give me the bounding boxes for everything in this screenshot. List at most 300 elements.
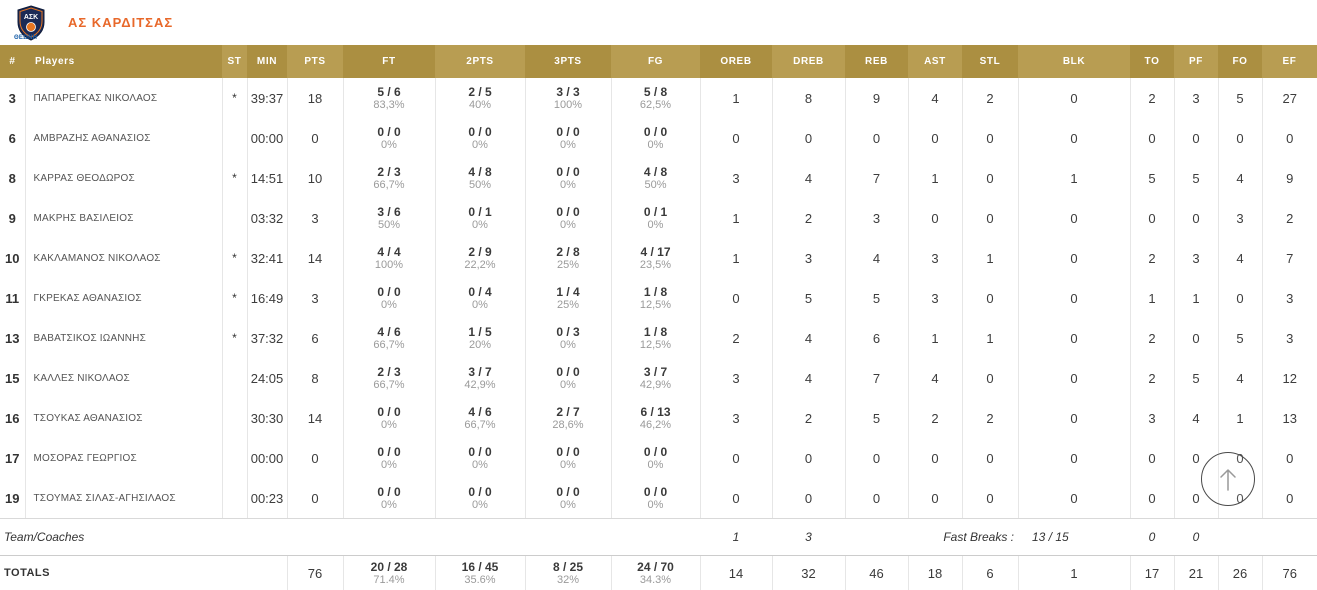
ef-cell: 3 [1262,318,1317,358]
player-number: 13 [5,330,20,346]
reb-cell: 7 [845,158,908,198]
arrow-up-icon [1217,466,1239,492]
oreb-cell: 3 [700,398,772,438]
dreb-cell: 4 [772,358,845,398]
3pts-cell [525,398,611,438]
2pts-cell-made-attempted: 0 / 4 [468,284,492,299]
player-name: ΒΑΒΑΤΣΙΚΟΣ ΙΩΑΝΝΗΣ [25,318,222,358]
blk-cell: 0 [1018,238,1130,278]
ast-cell: 1 [908,158,962,198]
player-number: 9 [8,210,16,226]
stl-cell: 0 [962,478,1018,519]
totals-2pts-cell-made-attempted: 16 / 45 [461,559,499,574]
ast-cell: 1 [908,318,962,358]
2pts-cell-percentage: 20% [468,338,492,351]
fg-cell [611,438,700,478]
col-header-ft: FT [343,45,435,78]
ef-cell: 2 [1262,198,1317,238]
blk-cell: 0 [1018,398,1130,438]
oreb-cell: 2 [700,318,772,358]
fg-cell [611,158,700,198]
blk-cell: 0 [1018,478,1130,519]
starter-flag: * [222,278,247,318]
fg-cell-percentage: 12,5% [639,338,672,351]
player-row [0,238,1317,278]
pf-cell: 4 [1174,398,1218,438]
ft-cell-made-attempted: 0 / 0 [377,124,401,139]
2pts-cell-made-attempted: 4 / 8 [468,164,492,179]
starter-flag [222,358,247,398]
dreb-cell: 8 [772,78,845,118]
2pts-cell [435,238,525,278]
2pts-cell-percentage: 0% [472,298,488,311]
points-cell: 6 [287,318,343,358]
oreb-cell: 3 [700,158,772,198]
starter-flag: * [222,158,247,198]
totals-fg-cell-made-attempted: 24 / 70 [637,559,674,574]
starter-flag [222,438,247,478]
col-header-players: Players [25,45,222,78]
ft-cell [343,78,435,118]
3pts-cell [525,198,611,238]
reb-cell: 3 [845,198,908,238]
2pts-cell-percentage: 22,2% [464,258,496,271]
oreb-cell: 3 [700,358,772,398]
player-row [0,158,1317,198]
starter-flag [222,118,247,158]
col-header-ef: EF [1262,45,1317,78]
ast-cell: 0 [908,438,962,478]
ft-cell-made-attempted: 5 / 6 [377,84,401,99]
ft-cell-made-attempted: 0 / 0 [377,484,401,499]
player-row [0,318,1317,358]
ast-cell: 0 [908,478,962,519]
minutes-cell: 00:00 [247,438,287,478]
2pts-cell [435,398,525,438]
ft-cell-made-attempted: 2 / 3 [377,364,401,379]
pf-cell: 1 [1174,278,1218,318]
player-row [0,358,1317,398]
fo-cell: 0 [1218,438,1262,478]
dreb-cell: 0 [772,438,845,478]
team-dreb-cell: 3 [772,519,845,556]
fo-cell: 1 [1218,398,1262,438]
ft-cell-percentage: 66,7% [373,338,405,351]
team-coaches-label: Team/Coaches [0,519,343,556]
ft-cell-made-attempted: 0 / 0 [377,404,401,419]
pf-cell: 5 [1174,158,1218,198]
team-coaches-row [0,519,1317,556]
2pts-cell-percentage: 0% [472,138,488,151]
blk-cell: 0 [1018,118,1130,158]
totals-label: TOTALS [0,556,287,590]
2pts-cell-percentage: 66,7% [464,418,496,431]
fg-cell-made-attempted: 1 / 8 [643,284,668,299]
points-cell: 10 [287,158,343,198]
stl-cell: 0 [962,158,1018,198]
3pts-cell-made-attempted: 0 / 3 [556,324,580,339]
blk-cell: 0 [1018,198,1130,238]
pf-cell: 5 [1174,358,1218,398]
3pts-cell [525,78,611,118]
stl-cell: 2 [962,78,1018,118]
ast-cell: 3 [908,238,962,278]
team-fo-cell [1218,519,1262,556]
fg-cell-percentage: 0% [647,138,664,151]
player-number: 3 [8,90,16,106]
starter-flag [222,198,247,238]
fg-cell-percentage: 0% [647,218,664,231]
col-header-blk: BLK [1018,45,1130,78]
ft-cell [343,158,435,198]
fo-cell: 4 [1218,238,1262,278]
ast-cell: 2 [908,398,962,438]
ft-cell [343,238,435,278]
3pts-cell [525,118,611,158]
fo-cell: 0 [1218,278,1262,318]
starter-flag: * [222,318,247,358]
ft-cell [343,118,435,158]
stl-cell: 2 [962,398,1018,438]
points-cell: 8 [287,358,343,398]
reb-cell: 0 [845,438,908,478]
points-cell: 14 [287,398,343,438]
fg-cell-made-attempted: 1 / 8 [643,324,668,339]
fast-breaks-label: Fast Breaks : [845,519,1018,556]
col-header-st: ST [222,45,247,78]
to-cell: 0 [1130,118,1174,158]
player-name: ΚΑΛΛΕΣ ΝΙΚΟΛΑΟΣ [25,358,222,398]
oreb-cell: 1 [700,238,772,278]
player-number: 8 [8,170,16,186]
pf-cell: 0 [1174,438,1218,478]
totals-dreb-cell: 32 [772,556,845,590]
ef-cell: 0 [1262,118,1317,158]
ft-cell-percentage: 83,3% [373,98,405,111]
totals-ft-cell-percentage: 71.4% [373,573,405,586]
to-cell: 2 [1130,238,1174,278]
to-cell: 0 [1130,438,1174,478]
ef-cell: 9 [1262,158,1317,198]
dreb-cell: 2 [772,398,845,438]
stl-cell: 0 [962,358,1018,398]
ef-cell: 27 [1262,78,1317,118]
scroll-to-top-button[interactable] [1201,452,1255,506]
totals-fo-cell: 26 [1218,556,1262,590]
stl-cell: 1 [962,238,1018,278]
dreb-cell: 4 [772,318,845,358]
player-name: ΑΜΒΡΑΖΗΣ ΑΘΑΝΑΣΙΟΣ [25,118,222,158]
ef-cell: 7 [1262,238,1317,278]
dreb-cell: 0 [772,118,845,158]
reb-cell: 9 [845,78,908,118]
ast-cell: 4 [908,78,962,118]
ft-cell-percentage: 0% [381,298,397,311]
ft-cell [343,198,435,238]
ft-cell-made-attempted: 0 / 0 [377,444,401,459]
ft-cell-made-attempted: 4 / 6 [377,324,401,339]
to-cell: 5 [1130,158,1174,198]
3pts-cell-percentage: 0% [560,218,576,231]
team-logo [16,5,50,43]
dreb-cell: 5 [772,278,845,318]
minutes-cell: 24:05 [247,358,287,398]
ft-cell-percentage: 100% [374,258,404,271]
ft-cell-made-attempted: 0 / 0 [377,284,401,299]
col-header-3pts: 3PTS [525,45,611,78]
player-row [0,278,1317,318]
oreb-cell: 0 [700,118,772,158]
player-name: ΓΚΡΕΚΑΣ ΑΘΑΝΑΣΙΟΣ [25,278,222,318]
dreb-cell: 2 [772,198,845,238]
reb-cell: 0 [845,118,908,158]
player-row [0,478,1317,519]
totals-row [0,556,1317,590]
fo-cell: 3 [1218,198,1262,238]
pf-cell: 0 [1174,318,1218,358]
reb-cell: 4 [845,238,908,278]
player-number: 17 [5,450,20,466]
fg-cell-made-attempted: 0 / 0 [643,444,668,459]
fg-cell [611,198,700,238]
points-cell: 14 [287,238,343,278]
fast-breaks-value: 13 / 15 [1018,519,1130,556]
totals-3pts-cell [525,556,611,590]
3pts-cell [525,438,611,478]
team-ef-cell [1262,519,1317,556]
3pts-cell-percentage: 28,6% [552,418,584,431]
2pts-cell [435,118,525,158]
fg-cell [611,398,700,438]
col-header-ast: AST [908,45,962,78]
player-name: ΤΣΟΥΜΑΣ ΣΙΛΑΣ-ΑΓΗΣΙΛΑΟΣ [25,478,222,519]
ft-cell [343,318,435,358]
team-coaches-gap [343,519,700,556]
ft-cell [343,478,435,519]
totals-ft-cell-made-attempted: 20 / 28 [370,559,408,574]
col-header-stl: STL [962,45,1018,78]
3pts-cell [525,158,611,198]
fo-cell: 5 [1218,78,1262,118]
pf-cell: 3 [1174,238,1218,278]
player-number: 11 [5,290,20,306]
reb-cell: 6 [845,318,908,358]
ef-cell: 12 [1262,358,1317,398]
2pts-cell-made-attempted: 4 / 6 [468,404,492,419]
points-cell: 0 [287,438,343,478]
fg-cell [611,78,700,118]
fg-cell-percentage: 50% [644,178,667,191]
3pts-cell-made-attempted: 2 / 8 [556,244,580,259]
player-name: ΤΣΟΥΚΑΣ ΑΘΑΝΑΣΙΟΣ [25,398,222,438]
starter-flag [222,398,247,438]
fg-cell-made-attempted: 4 / 17 [640,244,671,259]
3pts-cell-made-attempted: 0 / 0 [556,164,580,179]
oreb-cell: 0 [700,278,772,318]
totals-ft-cell [343,556,435,590]
stl-cell: 0 [962,438,1018,478]
2pts-cell-made-attempted: 0 / 0 [468,124,492,139]
3pts-cell-percentage: 100% [553,98,583,111]
fg-cell-percentage: 62,5% [639,98,672,111]
ft-cell-made-attempted: 3 / 6 [377,204,401,219]
box-score-table [0,45,1317,590]
3pts-cell-percentage: 0% [560,458,576,471]
player-row [0,398,1317,438]
blk-cell: 0 [1018,438,1130,478]
table-header-row [0,45,1317,78]
oreb-cell: 1 [700,78,772,118]
fo-cell: 4 [1218,158,1262,198]
fg-cell [611,238,700,278]
fg-cell [611,318,700,358]
starter-flag: * [222,78,247,118]
ft-cell-percentage: 50% [377,218,401,231]
2pts-cell-percentage: 40% [468,98,492,111]
2pts-cell-made-attempted: 0 / 0 [468,444,492,459]
dreb-cell: 4 [772,158,845,198]
points-cell: 0 [287,478,343,519]
fg-cell-made-attempted: 3 / 7 [643,364,668,379]
2pts-cell [435,78,525,118]
player-row [0,438,1317,478]
reb-cell: 5 [845,278,908,318]
fg-cell-made-attempted: 0 / 1 [643,204,668,219]
2pts-cell-made-attempted: 0 / 0 [468,484,492,499]
2pts-cell-made-attempted: 2 / 9 [468,244,492,259]
ft-cell-made-attempted: 2 / 3 [377,164,401,179]
minutes-cell: 39:37 [247,78,287,118]
fo-cell: 5 [1218,318,1262,358]
to-cell: 2 [1130,358,1174,398]
3pts-cell [525,318,611,358]
ef-cell: 0 [1262,478,1317,519]
player-name: ΠΑΠΑΡΕΓΚΑΣ ΝΙΚΟΛΑΟΣ [25,78,222,118]
ft-cell-percentage: 0% [381,418,397,431]
player-row [0,78,1317,118]
2pts-cell-made-attempted: 2 / 5 [468,84,492,99]
col-header-fg: FG [611,45,700,78]
totals-stl-cell: 6 [962,556,1018,590]
minutes-cell: 14:51 [247,158,287,198]
pf-cell: 0 [1174,478,1218,519]
fg-cell-made-attempted: 6 / 13 [640,404,671,419]
ef-cell: 13 [1262,398,1317,438]
2pts-cell-made-attempted: 0 / 1 [468,204,492,219]
team-header [0,0,1317,45]
ft-cell [343,438,435,478]
ast-cell: 3 [908,278,962,318]
ast-cell: 0 [908,198,962,238]
stl-cell: 1 [962,318,1018,358]
totals-pf-cell: 21 [1174,556,1218,590]
ft-cell [343,398,435,438]
ft-cell [343,278,435,318]
fg-cell [611,358,700,398]
minutes-cell: 00:23 [247,478,287,519]
totals-reb-cell: 46 [845,556,908,590]
minutes-cell: 37:32 [247,318,287,358]
fg-cell-made-attempted: 0 / 0 [643,484,668,499]
totals-blk-cell: 1 [1018,556,1130,590]
pf-cell: 0 [1174,198,1218,238]
stl-cell: 0 [962,198,1018,238]
col-header-fo: FO [1218,45,1262,78]
player-number: 10 [5,250,20,266]
fg-cell-made-attempted: 5 / 8 [643,84,668,99]
2pts-cell-made-attempted: 3 / 7 [468,364,492,379]
2pts-cell [435,478,525,519]
2pts-cell-percentage: 42,9% [464,378,496,391]
3pts-cell-made-attempted: 3 / 3 [556,84,580,99]
2pts-cell [435,198,525,238]
oreb-cell: 1 [700,198,772,238]
fg-cell-percentage: 42,9% [639,378,672,391]
fg-cell [611,478,700,519]
col-header-to: TO [1130,45,1174,78]
to-cell: 1 [1130,278,1174,318]
starter-flag: * [222,238,247,278]
3pts-cell-made-attempted: 0 / 0 [556,444,580,459]
totals-fg-cell-percentage: 34.3% [639,573,672,586]
fo-cell: 0 [1218,118,1262,158]
3pts-cell [525,238,611,278]
fg-cell-made-attempted: 0 / 0 [643,124,668,139]
blk-cell: 0 [1018,318,1130,358]
2pts-cell [435,438,525,478]
stl-cell: 0 [962,118,1018,158]
to-cell: 3 [1130,398,1174,438]
team-name-link[interactable]: ΑΣ ΚΑΡΔΙΤΣΑΣ [68,15,174,30]
minutes-cell: 16:49 [247,278,287,318]
ft-cell-percentage: 0% [381,138,397,151]
reb-cell: 5 [845,398,908,438]
reb-cell: 7 [845,358,908,398]
2pts-cell [435,358,525,398]
dreb-cell: 3 [772,238,845,278]
totals-to-cell: 17 [1130,556,1174,590]
blk-cell: 0 [1018,278,1130,318]
3pts-cell-made-attempted: 2 / 7 [556,404,580,419]
pf-cell: 3 [1174,78,1218,118]
col-header-oreb: OREB [700,45,772,78]
3pts-cell [525,278,611,318]
sponsor-label: ΘΕΩΝΗ [14,34,38,41]
fg-cell-percentage: 46,2% [639,418,672,431]
2pts-cell-percentage: 0% [472,458,488,471]
col-header-2pts: 2PTS [435,45,525,78]
col-header-num: # [0,45,25,78]
player-name: ΜΑΚΡΗΣ ΒΑΣΙΛΕΙΟΣ [25,198,222,238]
player-number: 15 [5,370,20,386]
team-pf-cell: 0 [1174,519,1218,556]
3pts-cell [525,358,611,398]
2pts-cell-percentage: 0% [472,498,488,511]
starter-flag [222,478,247,519]
fg-cell [611,118,700,158]
totals-ef-cell: 76 [1262,556,1317,590]
minutes-cell: 00:00 [247,118,287,158]
3pts-cell-made-attempted: 0 / 0 [556,364,580,379]
totals-fg-cell [611,556,700,590]
col-header-min: MIN [247,45,287,78]
col-header-dreb: DREB [772,45,845,78]
3pts-cell-percentage: 25% [556,298,580,311]
col-header-pf: PF [1174,45,1218,78]
player-name: ΚΑΡΡΑΣ ΘΕΟΔΩΡΟΣ [25,158,222,198]
fo-cell: 0 [1218,478,1262,519]
fg-cell-made-attempted: 4 / 8 [643,164,668,179]
